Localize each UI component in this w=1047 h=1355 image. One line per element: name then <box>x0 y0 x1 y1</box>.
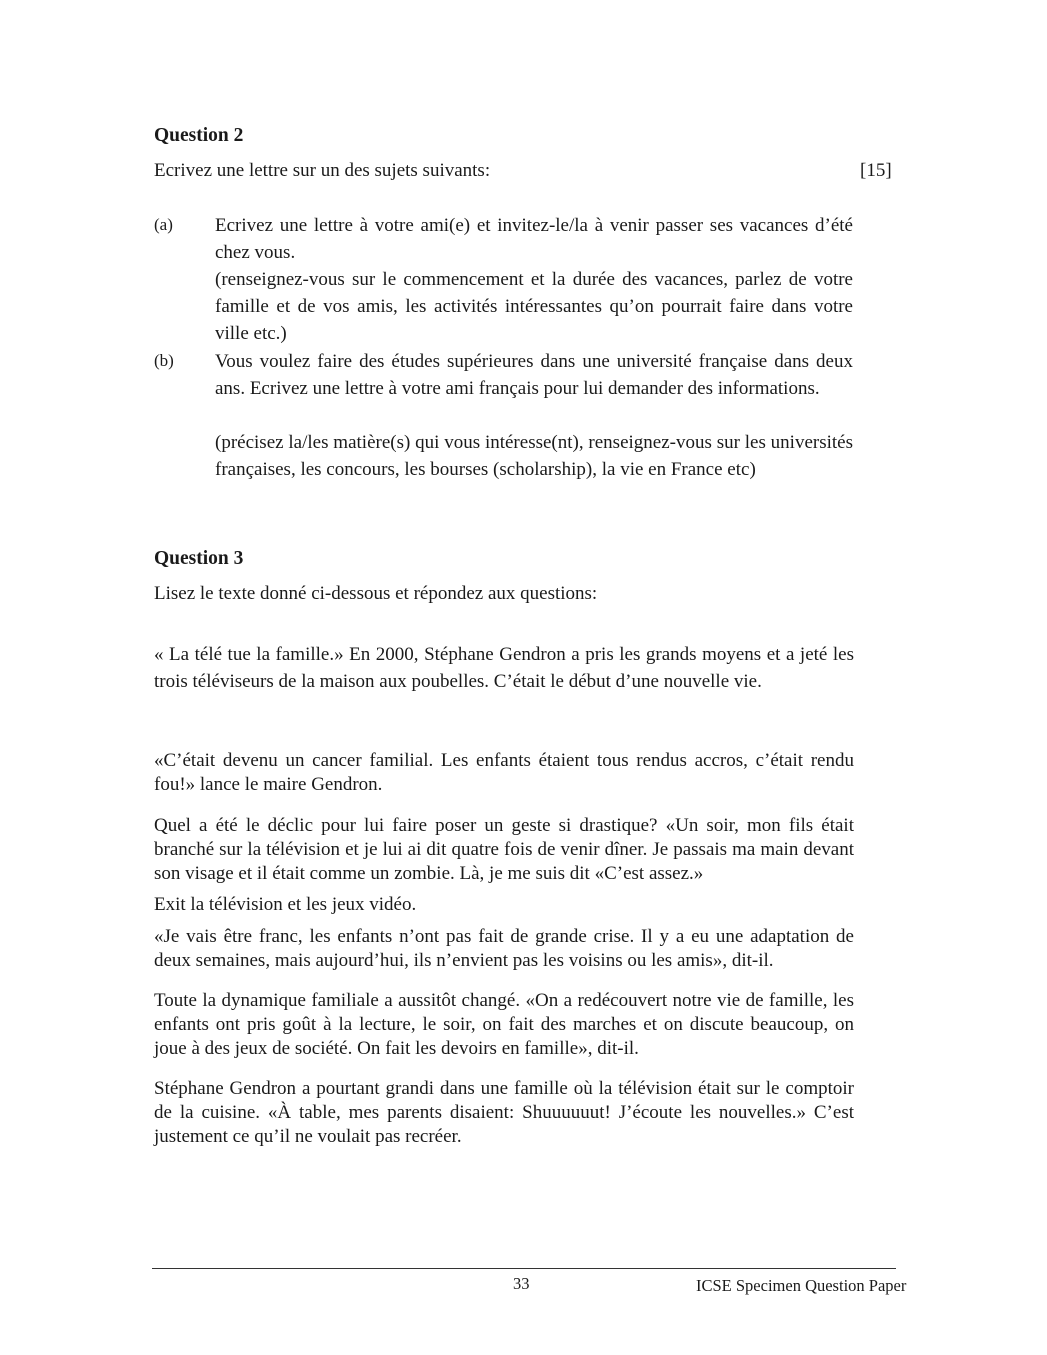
option-a-label: (a) <box>154 215 173 234</box>
passage-paragraph: Toute la dynamique familiale a aussitôt changé. «On a redécouvert notre vie de famille, les enfants ont pris goût à la lecture, le soir, on fait des marches et on discute beaucoup, on joue à des jeux de société. On fait les devoirs en famille», dit-il. <box>154 990 854 1059</box>
question-3-heading: Question 3 <box>154 548 244 569</box>
option-b-hint: (précisez la/les matière(s) qui vous intéresse(nt), renseignez-vous sur les universités françaises, les concours, les bourses (scholarship), la vie en France etc) <box>215 432 853 480</box>
question-2-heading: Question 2 <box>154 125 244 146</box>
question-2-marks: [15] <box>860 160 892 181</box>
question-2-instruction: Ecrivez une lettre sur un des sujets suivants: <box>154 160 491 181</box>
option-b-text: Vous voulez faire des études supérieures dans une université française dans deux ans. Ecrivez une lettre à votre ami français pour lui demander des informations. <box>215 351 853 399</box>
passage-paragraph: «C’était devenu un cancer familial. Les enfants étaient tous rendus accros, c’était rendu fou!» lance le maire Gendron. <box>154 750 854 795</box>
passage-paragraph: « La télé tue la famille.» En 2000, Stéphane Gendron a pris les grands moyens et a jeté les trois téléviseurs de la maison aux poubelles. C’était le début d’une nouvelle vie. <box>154 644 854 692</box>
option-a-text: Ecrivez une lettre à votre ami(e) et invitez-le/la à venir passer ses vacances d’été chez vous. <box>215 215 853 263</box>
passage-paragraph: Exit la télévision et les jeux vidéo. <box>154 894 417 915</box>
footer-paper-title: ICSE Specimen Question Paper <box>696 1276 907 1295</box>
passage-paragraph: Quel a été le déclic pour lui faire poser un geste si drastique? «Un soir, mon fils était branché sur la télévision et je lui ai dit quatre fois de venir dîner. Je passais ma main devant son visage et il était comme un zombie. Là, je me suis dit «C’est assez.» <box>154 815 854 884</box>
passage-paragraph: «Je vais être franc, les enfants n’ont pas fait de grande crise. Il y a eu une adaptation de deux semaines, mais aujourd’hui, ils n’envient pas les voisins ou les amis», dit-il. <box>154 926 854 971</box>
question-3-instruction: Lisez le texte donné ci-dessous et répondez aux questions: <box>154 583 598 604</box>
option-b-label: (b) <box>154 351 174 370</box>
footer-divider <box>152 1268 896 1269</box>
option-a-hint: (renseignez-vous sur le commencement et la durée des vacances, parlez de votre famille et de vos amis, les activités intéressantes qu’on pourrait faire dans votre ville etc.) <box>215 269 853 344</box>
page-number: 33 <box>513 1274 530 1293</box>
passage-paragraph: Stéphane Gendron a pourtant grandi dans une famille où la télévision était sur le comptoir de la cuisine. «À table, mes parents disaient: Shuuuuuut! J’écoute les nouvelles.» C’est justement ce qu’il ne voulait pas recréer. <box>154 1078 854 1147</box>
